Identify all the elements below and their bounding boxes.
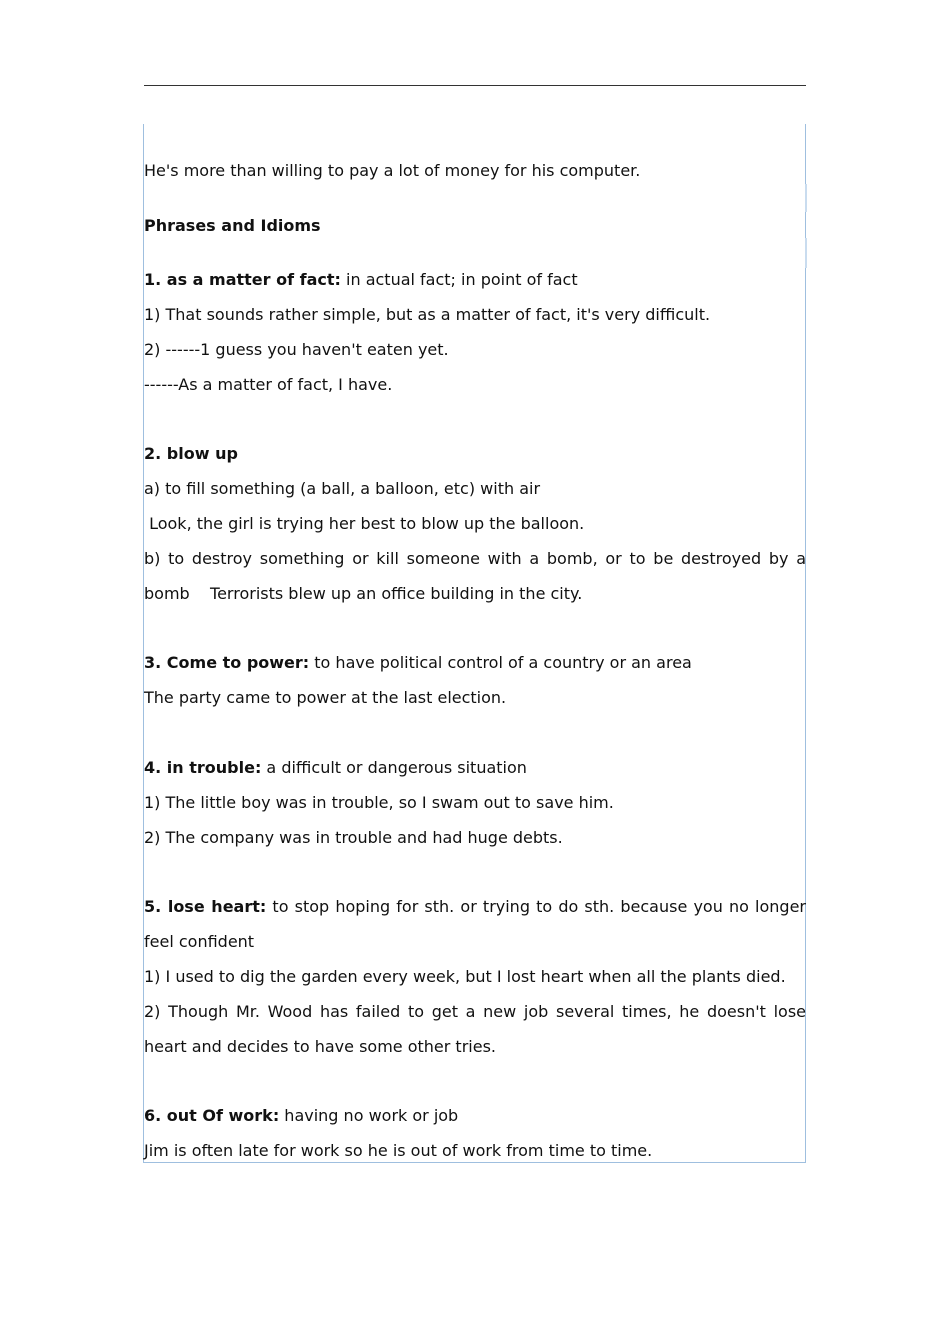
section-heading: Phrases and Idioms [144, 216, 321, 235]
example-line: Look, the girl is trying her best to blow up the balloon. [144, 514, 585, 533]
example-line: b) to destroy something or kill someone with a bomb, or to be destroyed by a [144, 549, 806, 568]
example-line: a) to fill something (a ball, a balloon, etc) with air [144, 479, 541, 498]
phrase-definition: a difficult or dangerous situation [261, 758, 527, 777]
example-line: 1) That sounds rather simple, but as a matter of fact, it's very difficult. [144, 305, 711, 324]
phrase-term: 6. out Of work: [144, 1106, 280, 1125]
example-line: ------As a matter of fact, I have. [144, 375, 393, 394]
phrase-term: 4. in trouble: [144, 758, 262, 777]
frame-marker [805, 238, 807, 268]
phrase-term: 5. lose heart: [144, 897, 267, 916]
phrase-definition: to have political control of a country or an area [309, 653, 692, 672]
example-line: 2) ------1 guess you haven't eaten yet. [144, 340, 449, 359]
phrase-definition: having no work or job [279, 1106, 459, 1125]
example-line: heart and decides to have some other tries. [144, 1037, 496, 1056]
example-line: 1) The little boy was in trouble, so I swam out to save him. [144, 793, 614, 812]
phrase-entry-2 [144, 444, 806, 464]
definition-continued: feel confident [144, 932, 255, 951]
phrase-term: 2. blow up [144, 444, 238, 463]
phrase-term: 1. as a matter of fact: [144, 270, 341, 289]
phrase-definition: to stop hoping for sth. or trying to do sth. because you no longer [266, 897, 806, 916]
example-line: 2) Though Mr. Wood has failed to get a new job several times, he doesn't lose [144, 1002, 806, 1021]
phrase-entry-3 [144, 653, 806, 673]
example-line: The party came to power at the last election. [144, 688, 507, 707]
example-line: bomb Terrorists blew up an office building in the city. [144, 584, 583, 603]
phrase-term: 3. Come to power: [144, 653, 310, 672]
phrase-entry-1 [144, 270, 806, 290]
intro-sentence: He's more than willing to pay a lot of money for his computer. [144, 161, 641, 180]
example-line: 1) I used to dig the garden every week, but I lost heart when all the plants died. [144, 967, 786, 986]
phrase-definition: in actual fact; in point of fact [340, 270, 578, 289]
frame-marker [805, 184, 807, 212]
phrase-entry-4 [144, 758, 806, 778]
header-rule [144, 85, 806, 86]
phrase-entry-5 [144, 897, 806, 917]
phrase-entry-6 [144, 1106, 806, 1126]
example-line: 2) The company was in trouble and had huge debts. [144, 828, 563, 847]
example-line: Jim is often late for work so he is out of work from time to time. [144, 1141, 653, 1160]
